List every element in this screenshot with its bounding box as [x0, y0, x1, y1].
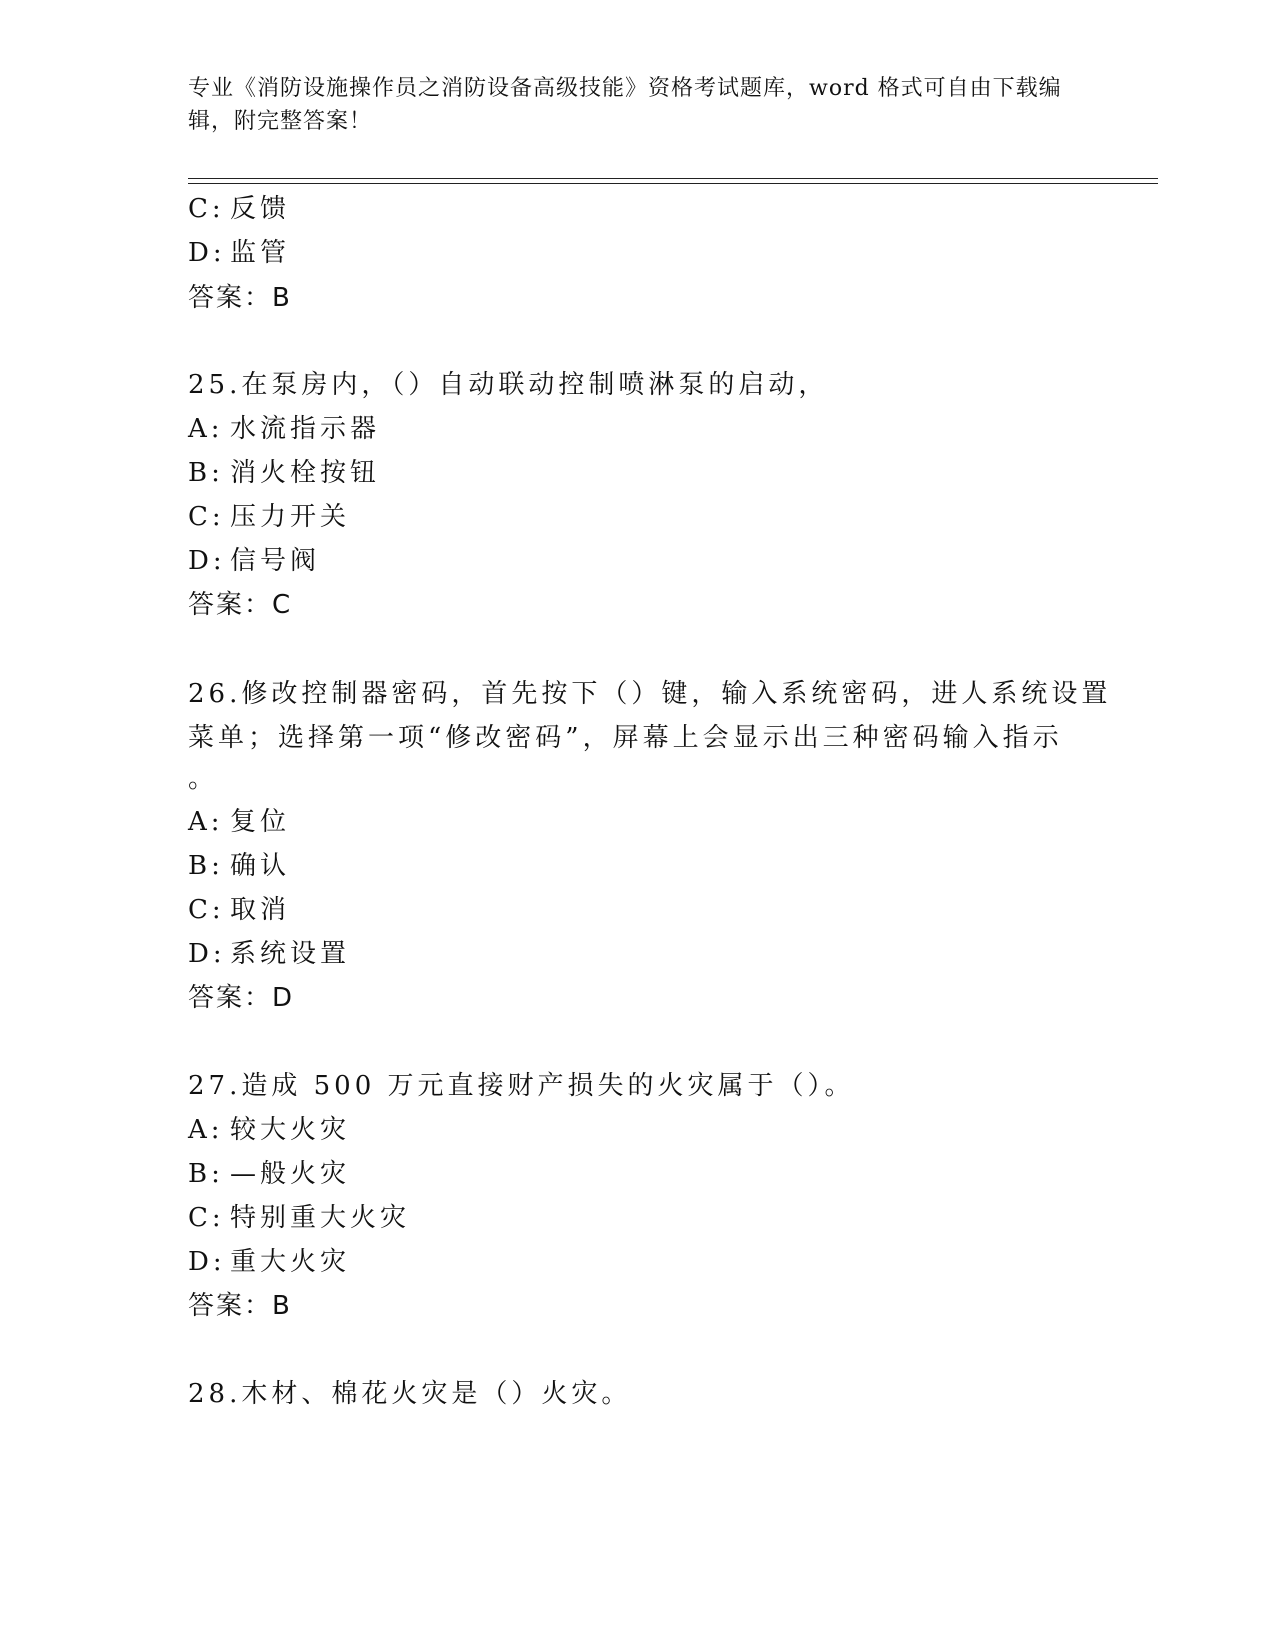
option-label: B: [188, 1159, 224, 1189]
option-text: 确认 [230, 851, 291, 881]
option-c [188, 500, 350, 534]
option-d [188, 236, 290, 270]
option-text: 消火栓按钮 [230, 458, 381, 488]
option-d [188, 1245, 350, 1279]
header-divider-top [188, 178, 1158, 179]
option-label: B: [188, 458, 224, 488]
header-divider-bottom [188, 183, 1158, 184]
option-d [188, 544, 320, 578]
answer: 答案：B [188, 1291, 292, 1321]
option-text: —般火灾 [230, 1159, 351, 1189]
option-a [188, 412, 380, 446]
option-c [188, 1201, 410, 1235]
question-28: 28.木材、棉花火灾是（）火灾。 [188, 1379, 632, 1409]
option-text: 较大火灾 [230, 1115, 351, 1145]
option-b [188, 849, 290, 883]
option-c [188, 192, 290, 226]
document-header: 专业《消防设施操作员之消防设备高级技能》资格考试题库，word 格式可自由下载编辑，附完整答案！ [188, 76, 1062, 134]
option-label: D: [188, 939, 226, 969]
option-text: 水流指示器 [230, 414, 381, 444]
option-a [188, 1113, 350, 1147]
question-25: 25.在泵房内，（）自动联动控制喷淋泵的启动， [188, 370, 829, 400]
option-b [188, 1157, 350, 1191]
option-text: 重大火灾 [230, 1247, 351, 1277]
option-d [188, 937, 350, 971]
answer: 答案：B [188, 283, 292, 313]
option-text: 信号阀 [230, 546, 321, 576]
option-label: D: [188, 1247, 226, 1277]
option-label: C: [188, 194, 225, 224]
question-26-line-1: 26.修改控制器密码，首先按下（）键，输入系统密码，进人系统设置 [188, 679, 1112, 709]
option-text: 压力开关 [230, 502, 351, 532]
option-label: A: [188, 1115, 224, 1145]
option-label: C: [188, 502, 225, 532]
option-b [188, 456, 380, 490]
option-label: C: [188, 895, 225, 925]
question-26-line-2: 菜单；选择第一项“修改密码”，屏幕上会显示出三种密码输入指示 [188, 723, 1063, 753]
answer: 答案：D [188, 983, 295, 1013]
option-label: A: [188, 414, 224, 444]
question-27: 27.造成 500 万元直接财产损失的火灾属于（）。 [188, 1071, 855, 1101]
option-label: A: [188, 807, 224, 837]
option-text: 反馈 [230, 194, 291, 224]
option-label: C: [188, 1203, 225, 1233]
option-text: 特别重大火灾 [230, 1203, 411, 1233]
option-label: B: [188, 851, 224, 881]
option-text: 复位 [230, 807, 291, 837]
question-26-line-3: 。 [188, 764, 219, 794]
option-c [188, 893, 290, 927]
option-label: D: [188, 546, 226, 576]
option-a [188, 805, 290, 839]
option-text: 监管 [230, 238, 291, 268]
option-text: 系统设置 [230, 939, 351, 969]
option-label: D: [188, 238, 226, 268]
answer: 答案：C [188, 590, 293, 620]
option-text: 取消 [230, 895, 291, 925]
